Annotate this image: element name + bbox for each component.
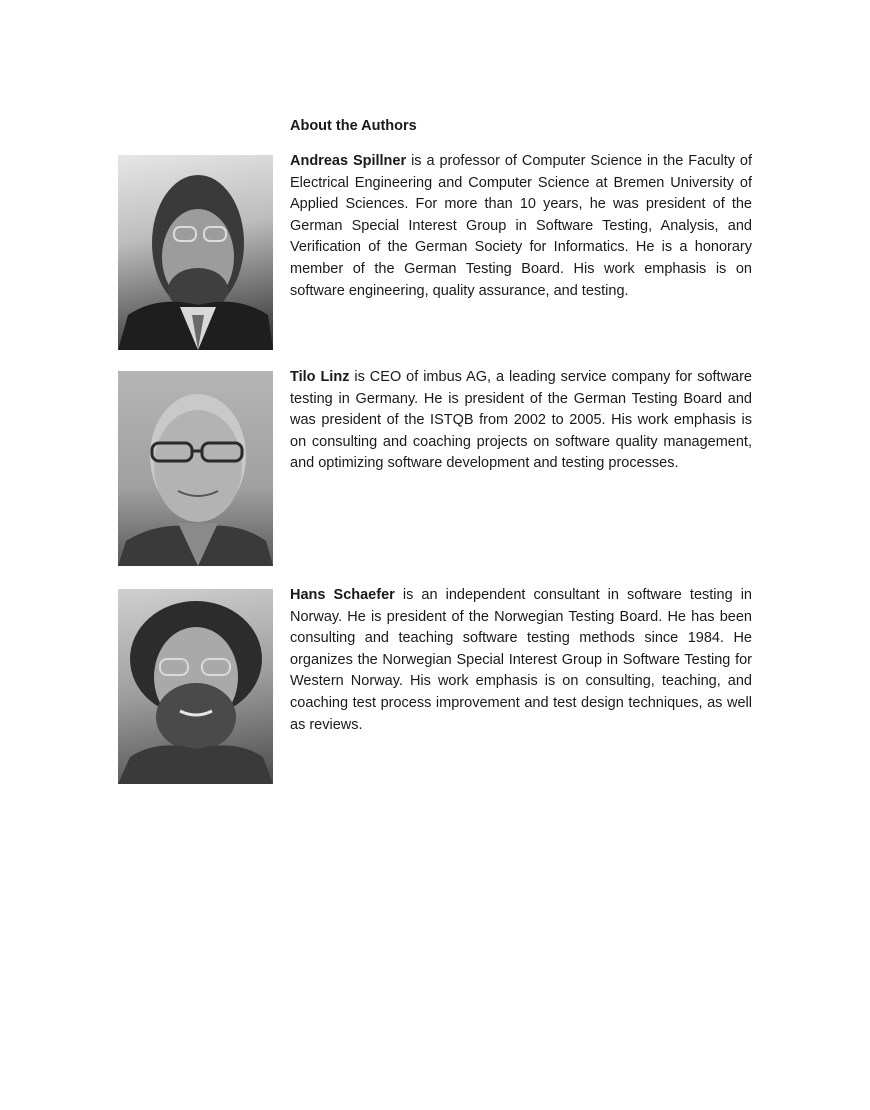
author-bio-text: is an independent consultant in software testing in Norway. He is president of the Norwegian Testing Board. He has been consulting and teaching software testing methods since 1984. He organizes the Norwegian Special Interest Group in Software Testing for Western Norway. His work emphasis is on consulting, teaching, and coaching test process improvement and test design techniques, as well as reviews. — [290, 587, 752, 733]
author-entry — [118, 155, 752, 350]
author-name: Hans Schaefer — [290, 587, 395, 603]
author-photo — [118, 589, 273, 784]
author-photo — [118, 155, 273, 350]
author-entry — [118, 371, 752, 565]
author-bio — [290, 367, 752, 475]
section-title: About the Authors — [290, 118, 417, 134]
author-bio-text: is CEO of imbus AG, a leading service company for software testing in Germany. He is president of the German Testing Board and was president of the ISTQB from 2002 to 2005. His work emphasis is on consulting and coaching projects on software quality management, and optimizing software development and testing processes. — [290, 369, 752, 472]
portrait-image — [118, 155, 273, 350]
author-entry — [118, 589, 752, 784]
author-bio-text: is a professor of Computer Science in the Faculty of Electrical Engineering and Computer Science at Bremen University of Applied Sciences. For more than 10 years, he was president of the German Special Interest Group in Software Testing, Analysis, and Verification of the German Society for Informatics. He is a honorary member of the German Testing Board. His work emphasis is on software engineering, quality assurance, and testing. — [290, 153, 752, 299]
author-name: Tilo Linz — [290, 369, 350, 385]
author-bio — [290, 585, 752, 736]
author-name: Andreas Spillner — [290, 153, 407, 169]
portrait-image — [118, 589, 273, 784]
author-bio — [290, 151, 752, 302]
portrait-image — [118, 371, 273, 566]
author-photo — [118, 371, 273, 566]
